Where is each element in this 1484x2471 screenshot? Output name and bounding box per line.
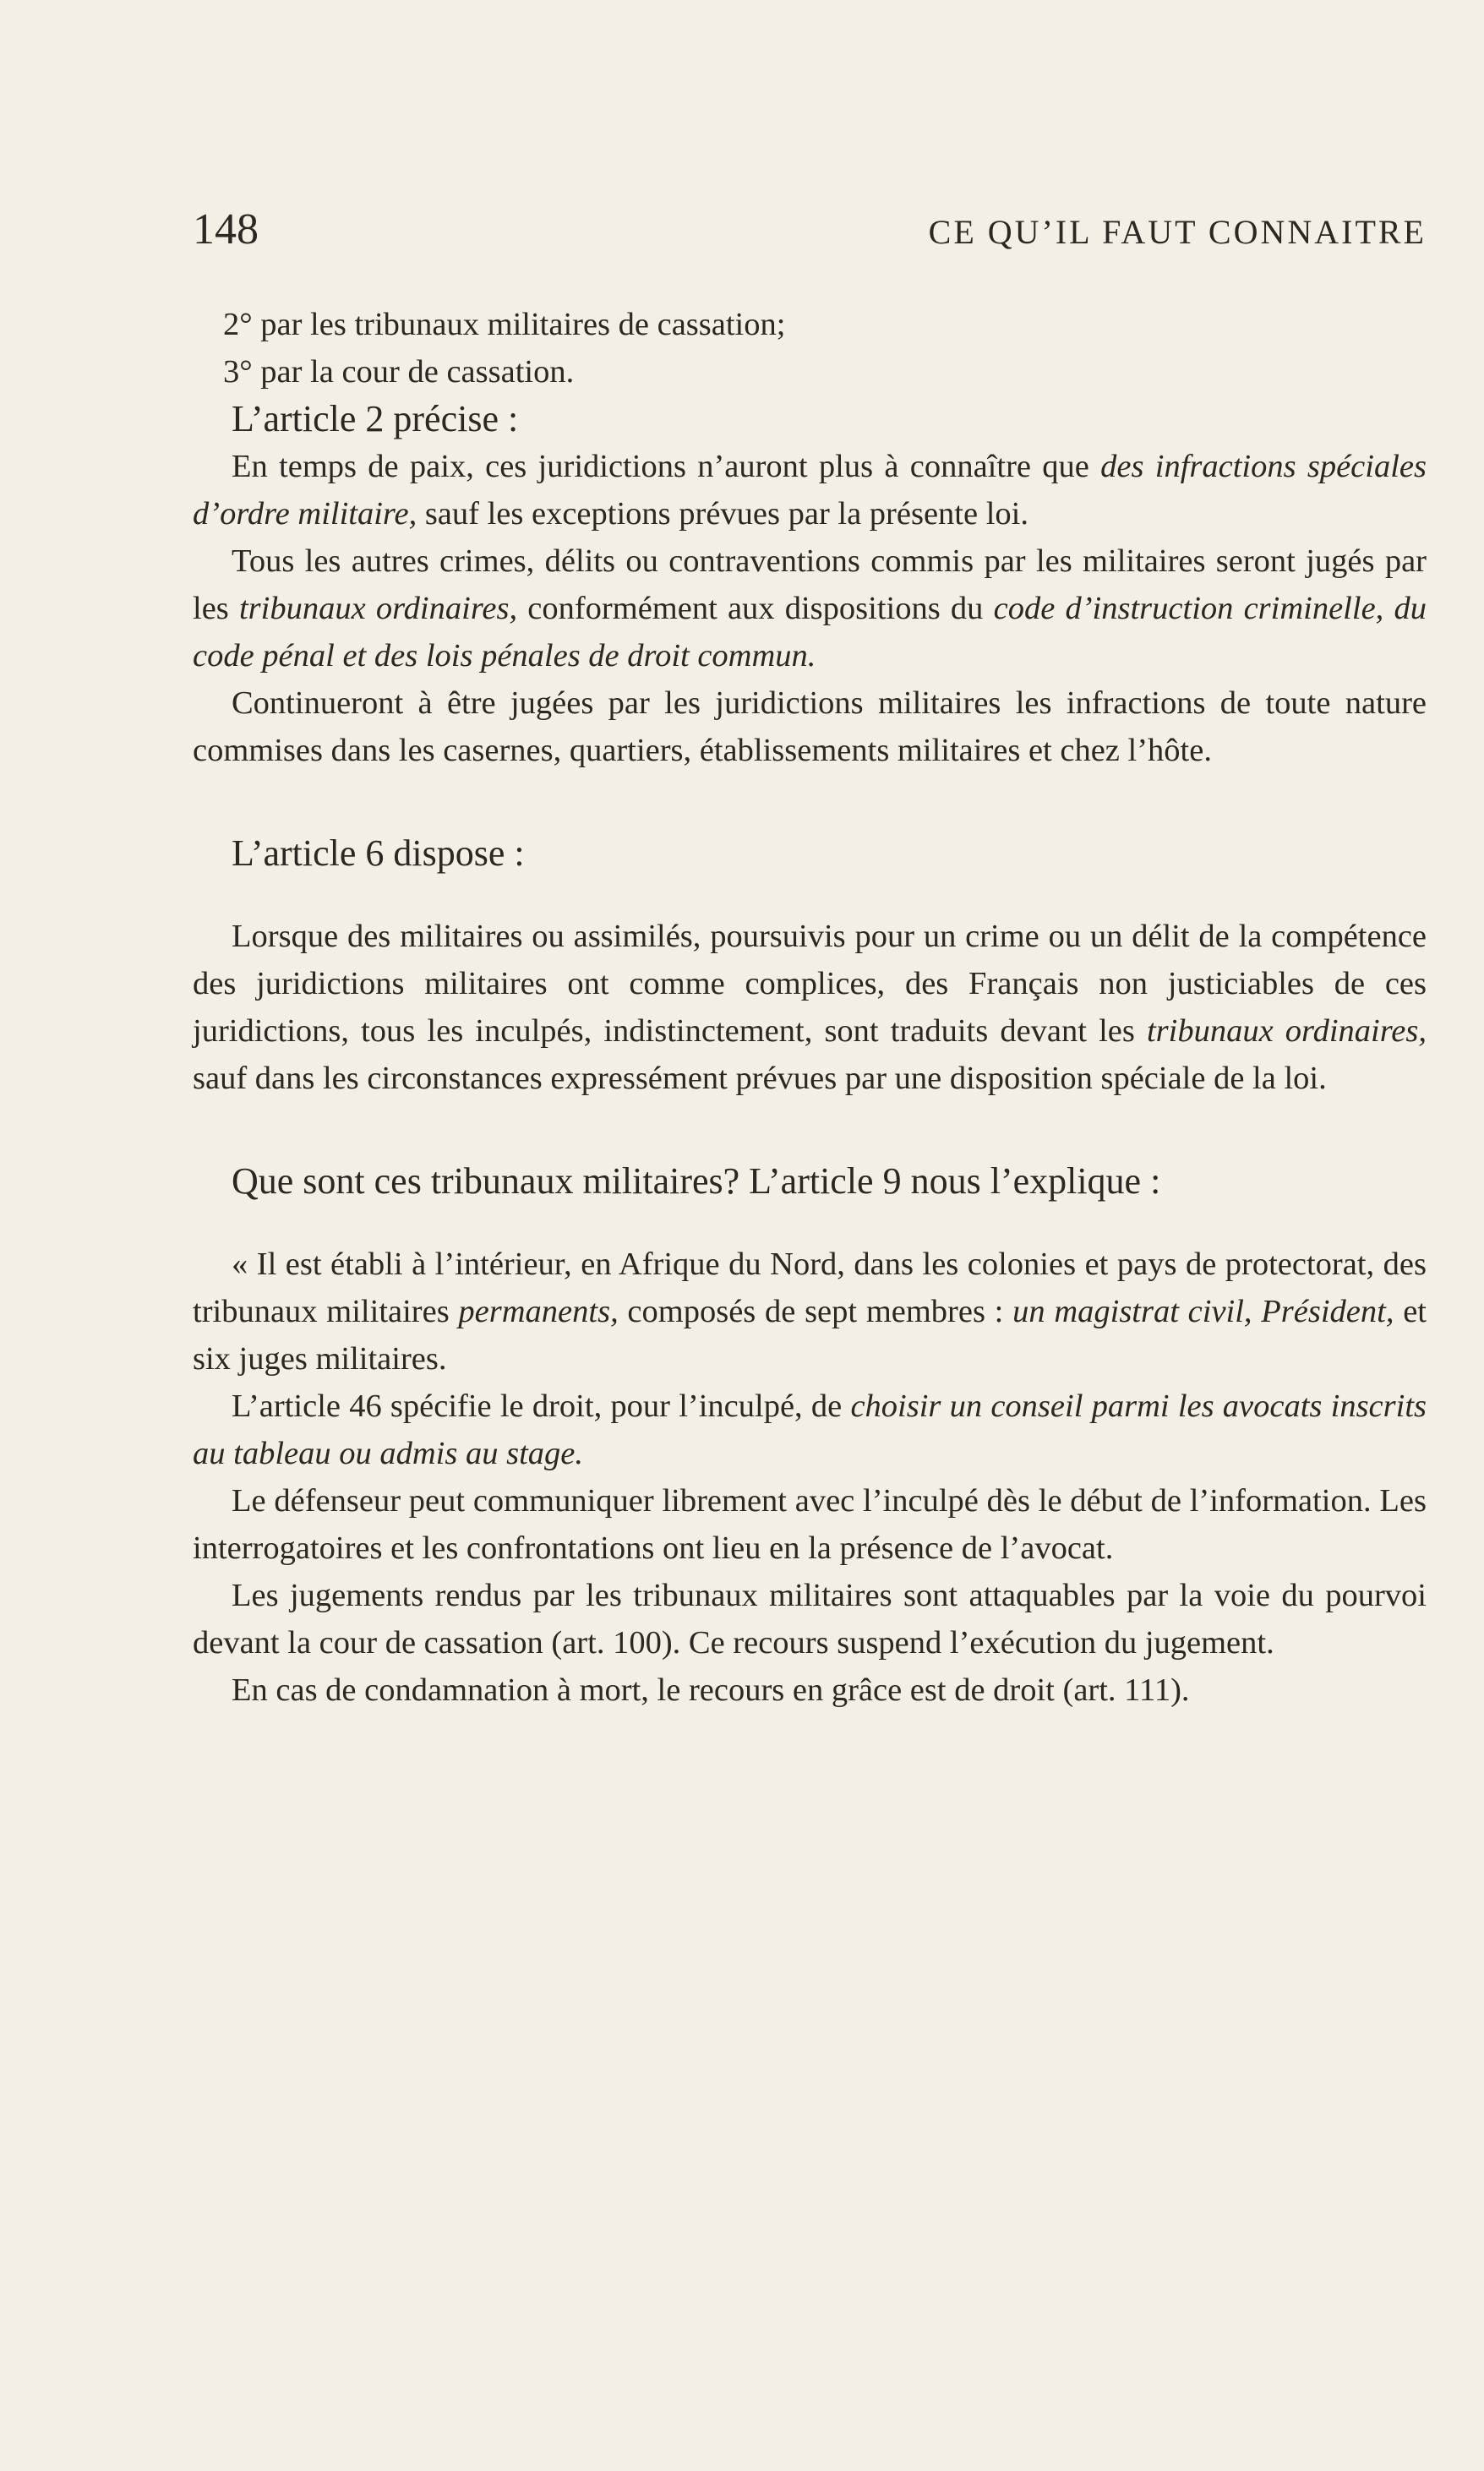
italic-run: permanents, [458, 1294, 619, 1329]
body-text [193, 301, 1427, 1714]
paragraph [193, 537, 1427, 679]
text-run: sauf les exceptions prévues par la présente loi. [417, 496, 1028, 532]
running-title: CE QU’IL FAUT CONNAITRE [928, 213, 1427, 251]
text-run: et six juges militaires. [193, 1294, 1427, 1377]
article-intro: L’article 2 précise : [232, 398, 519, 439]
text-run: composés de sept membres : [618, 1294, 1013, 1329]
running-header [193, 205, 1427, 254]
paragraph [193, 1241, 1427, 1383]
italic-run: tribunaux ordinaires, [1146, 1013, 1427, 1049]
text-run: conformément aux dispositions du [517, 591, 994, 626]
list-item: 3° par la cour de cassation. [223, 354, 575, 390]
text-run: En temps de paix, ces juridictions n’auront plus à connaître que [232, 449, 1101, 484]
paragraph [193, 913, 1427, 1102]
italic-run: code d’instruction criminelle, du code pénal et des lois pénales de droit commun. [193, 591, 1427, 674]
italic-run: choisir un conseil parmi les avocats inscrits au tableau ou admis au stage. [193, 1388, 1427, 1471]
paragraph [193, 443, 1427, 537]
italic-run: un magistrat civil, Président, [1012, 1294, 1394, 1329]
text-run: Tous les autres crimes, délits ou contraventions commis par les militaires seront jugés par les [193, 543, 1427, 626]
page-number: 148 [193, 205, 259, 254]
text-run: « Il est établi à l’intérieur, en Afrique du Nord, dans les colonies et pays de protectorat, des tribunaux militaires [193, 1246, 1427, 1329]
paragraph: En cas de condamnation à mort, le recours en grâce est de droit (art. 111). [232, 1672, 1190, 1708]
italic-run: tribunaux ordinaires, [238, 591, 518, 626]
section-question: Que sont ces tribunaux militaires? L’article 9 nous l’explique : [232, 1160, 1161, 1202]
paragraph: Le défenseur peut communiquer librement avec l’inculpé dès le début de l’information. Les interrogatoires et les confrontations ont lieu en la présence de l’avocat. [193, 1483, 1427, 1566]
text-run: L’article 46 spécifie le droit, pour l’inculpé, de [232, 1388, 851, 1424]
paragraph: Continueront à être jugées par les juridictions militaires les infractions de toute nature commises dans les casernes, quartiers, établissements militaires et chez l’hôte. [193, 685, 1427, 768]
paragraph [193, 1383, 1427, 1477]
italic-run: des infractions spéciales d’ordre militaire, [193, 449, 1427, 532]
text-run: sauf dans les circonstances expressément prévues par une disposition spéciale de la loi. [193, 1061, 1327, 1096]
text-run: Lorsque des militaires ou assimilés, poursuivis pour un crime ou un délit de la compétence des juridictions militaires ont comme complices, des Français non justiciables de ces juridictions, tous les inculpés, indistinctement, sont traduits devant les [193, 919, 1427, 1049]
paragraph: Les jugements rendus par les tribunaux militaires sont attaquables par la voie du pourvoi devant la cour de cassation (art. 100). Ce recours suspend l’exécution du jugement. [193, 1578, 1427, 1661]
article-intro: L’article 6 dispose : [232, 832, 525, 874]
list-item: 2° par les tribunaux militaires de cassation; [223, 307, 786, 342]
